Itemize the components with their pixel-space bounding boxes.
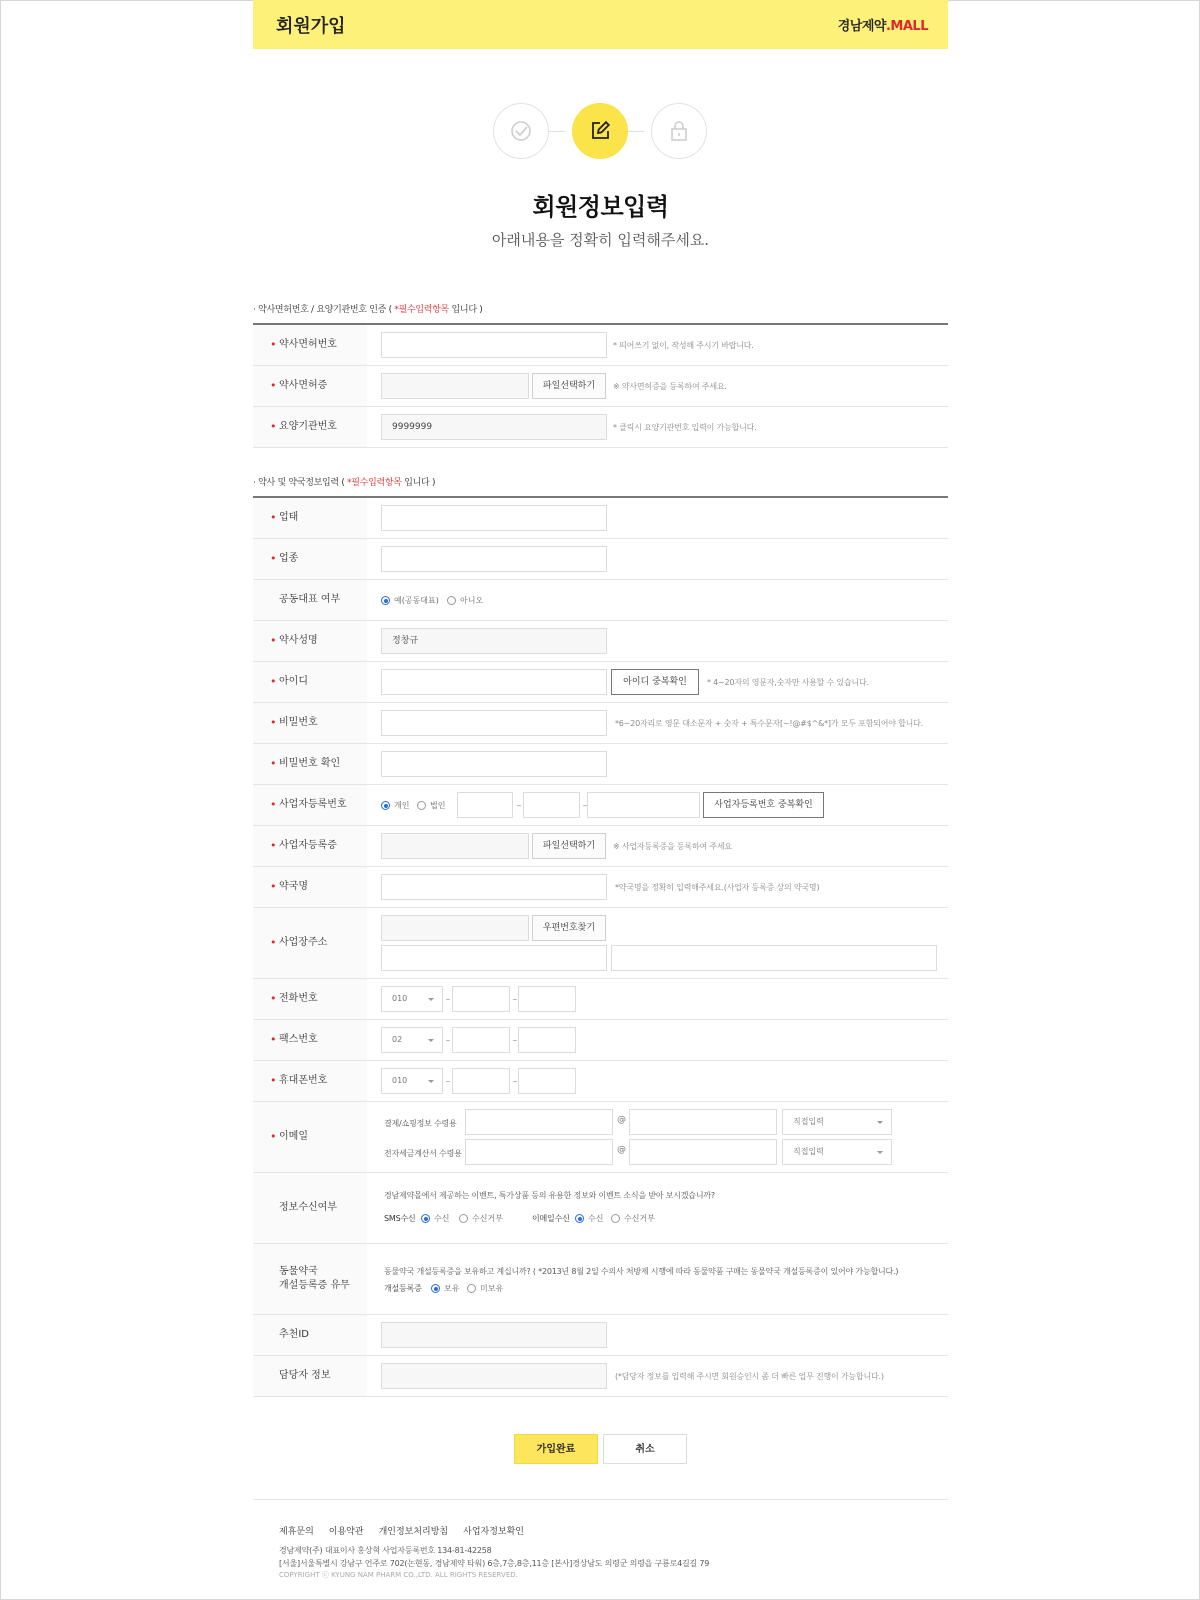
biz-reg-file-note: ※ 사업자등록증을 등록하여 주세요: [613, 842, 732, 851]
required-mark: *필수입력항목: [347, 478, 402, 488]
footer-link-business-info[interactable]: 사업자정보확인: [463, 1527, 524, 1537]
check-circle-icon: [510, 120, 532, 142]
label: 정보수신여부: [253, 1173, 367, 1243]
vet-question: 동물약국 개설등록증을 보유하고 계십니까? ( *2013년 8월 2일 수의사 처방제 시행에 따라 동물약품 구매는 동물약국 개설등록증이 있어야 가능합니다.): [384, 1267, 899, 1276]
biz-personal-radio[interactable]: 개인: [381, 800, 409, 811]
label: • 이메일: [253, 1102, 367, 1172]
license-no-input[interactable]: [381, 332, 607, 358]
step-complete: [651, 103, 707, 159]
biz-corp-radio[interactable]: 법인: [417, 800, 445, 811]
row-biz-type: [253, 498, 948, 539]
email2-id-input[interactable]: [465, 1139, 613, 1165]
sms-label: SMS수신: [384, 1214, 416, 1223]
email1-domain-select[interactable]: 직접입력: [782, 1109, 892, 1135]
id-check-button[interactable]: 아이디 중복확인: [611, 669, 699, 695]
dash: [513, 1081, 517, 1082]
chevron-down-icon: [877, 1121, 883, 1124]
row-biz-reg-no: [253, 785, 948, 826]
address-detail-input[interactable]: [611, 945, 937, 971]
label: • 팩스번호: [253, 1020, 367, 1060]
row-fax: [253, 1020, 948, 1061]
email-row1-label: 결제/쇼핑정보 수령용: [384, 1119, 457, 1128]
license-section: [253, 323, 948, 448]
row-manager: [253, 1356, 948, 1397]
vet-none-radio[interactable]: 미보유: [467, 1283, 503, 1294]
sms-accept-radio[interactable]: 수신: [421, 1213, 449, 1224]
label: 동물약국 개설등록증 유무: [253, 1244, 367, 1314]
fax-prefix-select[interactable]: 02: [381, 1027, 443, 1053]
receive-question: 경남제약몰에서 제공하는 이벤트, 특가상품 등의 유용한 정보와 이벤트 소식을 받아 보시겠습니까?: [384, 1191, 715, 1200]
row-receive: [253, 1173, 948, 1244]
section1-heading: [253, 302, 482, 315]
chevron-down-icon: [877, 1151, 883, 1154]
dash: [513, 999, 517, 1000]
section2-heading-suffix: 입니다 ): [401, 478, 436, 488]
step-input: [572, 103, 628, 159]
label: • 사업자등록증: [253, 826, 367, 866]
mobile-prefix-select[interactable]: 010: [381, 1068, 443, 1094]
biz-item-input[interactable]: [381, 546, 607, 572]
email-reject-radio[interactable]: 수신거부: [611, 1213, 655, 1224]
biz-reg-no-part3[interactable]: [587, 792, 700, 818]
phone-prefix-select[interactable]: 010: [381, 986, 443, 1012]
row-phone: [253, 979, 948, 1020]
postcode-search-button[interactable]: 우편번호찾기: [532, 915, 606, 941]
section1-heading-suffix: 입니다 ): [448, 305, 483, 315]
label: 추천ID: [253, 1315, 367, 1355]
postcode-input[interactable]: [381, 915, 529, 941]
user-id-note: * 4~20자의 영문자,숫자만 사용할 수 있습니다.: [707, 678, 869, 687]
pharmacy-section: [253, 496, 948, 1397]
password-note: *6~20자리로 영문 대소문자 + 숫자 + 특수문자[~!@#$^&*]가 모두 포함되어야 합니다.: [615, 719, 924, 728]
submit-button[interactable]: 가입완료: [514, 1434, 598, 1464]
biz-reg-file-button[interactable]: 파일선택하기: [532, 833, 606, 859]
page-subtitle: 아래내용을 정확히 입력해주세요.: [491, 231, 710, 249]
email1-id-input[interactable]: [465, 1109, 613, 1135]
label: • 비밀번호: [253, 703, 367, 743]
biz-type-input[interactable]: [381, 505, 607, 531]
row-user-id: [253, 662, 948, 703]
dash: [446, 1081, 450, 1082]
signup-page: [253, 0, 948, 1579]
dash: [517, 805, 521, 806]
mobile-last-input[interactable]: [518, 1068, 576, 1094]
chevron-down-icon: [428, 1039, 434, 1042]
vet-reg-label: 개설등록증: [384, 1284, 422, 1293]
label: • 업태: [253, 498, 367, 538]
label: • 사업장주소: [253, 908, 367, 978]
biz-reg-check-button[interactable]: 사업자등록번호 중복확인: [703, 792, 824, 818]
footer-link-privacy[interactable]: 개인정보처리방침: [378, 1527, 449, 1537]
required-mark: *필수입력항목: [394, 305, 449, 315]
edit-icon: [588, 119, 612, 143]
manager-input[interactable]: [381, 1363, 607, 1389]
email2-domain-input[interactable]: [629, 1139, 777, 1165]
section2-heading-prefix: · 약사 및 약국정보입력 (: [253, 478, 348, 488]
license-file-button[interactable]: 파일선택하기: [532, 373, 606, 399]
address-input[interactable]: [381, 945, 607, 971]
label: • 요양기관번호: [253, 407, 367, 447]
footer-links: [279, 1524, 524, 1537]
page-title: 회원정보입력: [532, 193, 669, 221]
row-license-no: [253, 325, 948, 366]
biz-reg-no-part1[interactable]: [457, 792, 513, 818]
dash: [446, 999, 450, 1000]
footer: [253, 1499, 948, 1579]
user-id-input[interactable]: [381, 669, 607, 695]
license-no-note: * 띄어쓰기 없이, 작성해 주시기 바랍니다.: [613, 341, 754, 350]
manager-note: (*담당자 정보를 입력해 주시면 회원승인시 좀 더 빠른 업무 진행이 가능합니다.): [615, 1372, 884, 1381]
label: • 전화번호: [253, 979, 367, 1019]
section1-heading-prefix: · 약사면허번호 / 요양기관번호 인증 (: [253, 305, 395, 315]
license-file-input[interactable]: [381, 373, 529, 399]
row-co-rep: [253, 580, 948, 621]
pharmacist-name-input[interactable]: 정창규: [381, 628, 607, 654]
label: 공동대표 여부: [253, 580, 367, 620]
row-referrer: [253, 1315, 948, 1356]
lock-icon: [669, 120, 689, 142]
label: • 사업자등록번호: [253, 785, 367, 825]
label: • 약사면허증: [253, 366, 367, 406]
chevron-down-icon: [428, 1080, 434, 1083]
row-mobile: [253, 1061, 948, 1102]
co-rep-no-radio[interactable]: 아니오: [447, 595, 483, 606]
row-address: [253, 908, 948, 979]
company-address: [서울]서울특별시 강남구 언주로 702(논현동, 경남제약 타워) 6층,7층,8층,11층 [본사]경상남도 의령군 의령읍 구룡로4길길 79: [279, 1559, 710, 1568]
at-sign: @: [617, 1145, 626, 1155]
password-confirm-input[interactable]: [381, 751, 607, 777]
phone-last-input[interactable]: [518, 986, 576, 1012]
email-accept-radio[interactable]: 수신: [575, 1213, 603, 1224]
row-pharmacist: [253, 621, 948, 662]
email2-domain-select[interactable]: 직접입력: [782, 1139, 892, 1165]
label: • 업종: [253, 539, 367, 579]
label: 담당자 정보: [253, 1356, 367, 1396]
mobile-middle-input[interactable]: [452, 1068, 510, 1094]
label: • 아이디: [253, 662, 367, 702]
row-email: [253, 1102, 948, 1173]
label: • 비밀번호 확인: [253, 744, 367, 784]
password-input[interactable]: [381, 710, 607, 736]
label: • 약사면허번호: [253, 325, 367, 365]
row-password-confirm: [253, 744, 948, 785]
referrer-id-input[interactable]: [381, 1322, 607, 1348]
label: • 휴대폰번호: [253, 1061, 367, 1101]
form-actions: [253, 1434, 948, 1464]
care-no-input[interactable]: 9999999: [381, 414, 607, 440]
vet-have-radio[interactable]: 보유: [431, 1283, 459, 1294]
fax-middle-input[interactable]: [452, 1027, 510, 1053]
license-file-note: ※ 약사면허증을 등록하여 주세요.: [613, 382, 727, 391]
top-bar: [253, 0, 948, 49]
section2-heading: [253, 475, 435, 488]
pharmacy-name-note: *약국명을 정확히 입력해주세요.(사업자 등록증 상의 약국명): [615, 883, 820, 892]
row-license-file: [253, 366, 948, 407]
chevron-down-icon: [428, 998, 434, 1001]
step-agree: [493, 103, 549, 159]
pharmacy-name-input[interactable]: [381, 874, 607, 900]
at-sign: @: [617, 1115, 626, 1125]
row-pharmacy-name: [253, 867, 948, 908]
row-password: [253, 703, 948, 744]
cancel-button[interactable]: 취소: [603, 1434, 687, 1464]
biz-reg-no-part2[interactable]: [523, 792, 580, 818]
dash: [446, 1040, 450, 1041]
phone-middle-input[interactable]: [452, 986, 510, 1012]
email1-domain-input[interactable]: [629, 1109, 777, 1135]
copyright: COPYRIGHT ⓒ KYUNG NAM PHARM CO.,LTD. ALL RIGHTS RESERVED.: [279, 1571, 518, 1579]
care-no-note: * 클릭시 요양기관번호 입력이 가능합니다.: [613, 423, 757, 432]
sms-reject-radio[interactable]: 수신거부: [459, 1213, 503, 1224]
dash: [513, 1040, 517, 1041]
row-biz-item: [253, 539, 948, 580]
email-row2-label: 전자세금계산서 수령용: [384, 1149, 462, 1158]
label: • 약사성명: [253, 621, 367, 661]
email-receive-label: 이메일수신: [532, 1214, 570, 1223]
footer-link-partnership[interactable]: 제휴문의: [279, 1527, 314, 1537]
biz-reg-file-input[interactable]: [381, 833, 529, 859]
header-title: 회원가입: [276, 15, 346, 37]
brand-logo[interactable]: [838, 15, 928, 34]
logo-suffix: .MALL: [885, 19, 928, 34]
co-rep-yes-radio[interactable]: 예(공동대표): [381, 595, 439, 606]
logo-main: 경남제약: [837, 19, 886, 34]
row-vet: [253, 1244, 948, 1315]
label: • 약국명: [253, 867, 367, 907]
footer-link-terms[interactable]: 이용약관: [328, 1527, 364, 1537]
row-biz-reg-file: [253, 826, 948, 867]
company-info: 경남제약(주) 대표이사 홍상혁 사업자등록번호 134-81-42258: [279, 1546, 492, 1555]
fax-last-input[interactable]: [518, 1027, 576, 1053]
row-care-no: [253, 407, 948, 448]
